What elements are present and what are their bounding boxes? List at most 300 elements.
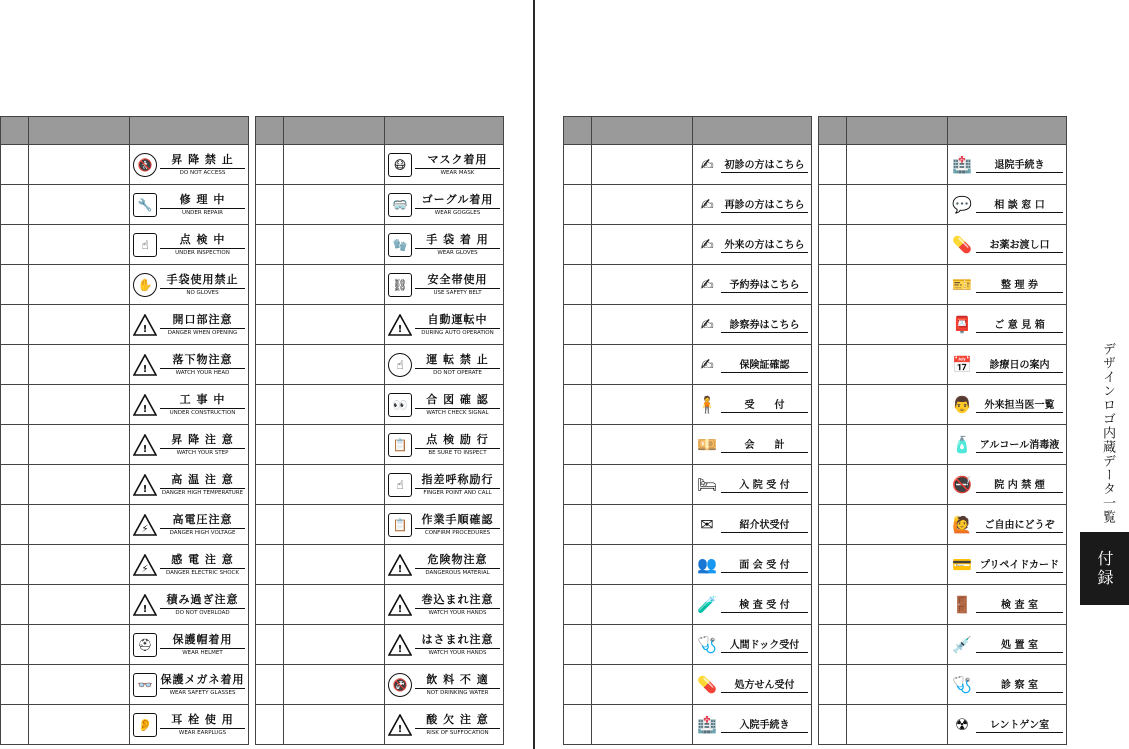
sign-en-label: DO NOT ACCESS <box>179 169 226 176</box>
table-row <box>1 425 249 465</box>
sign-jp-label: 手 袋 着 用 <box>426 232 489 246</box>
safety-sign <box>385 625 503 664</box>
table-row <box>1 625 249 665</box>
wrench-icon: 🔧 <box>133 193 157 217</box>
hospital-sign <box>693 465 811 504</box>
row-name-cell <box>284 145 385 185</box>
hospital-sign <box>948 545 1066 584</box>
row-no-cell <box>564 625 592 665</box>
sign-jp-label: 診 察 室 <box>976 676 1063 693</box>
sign-text <box>721 196 808 213</box>
sign-text <box>415 593 500 617</box>
row-no-cell <box>819 385 847 425</box>
table-row <box>1 385 249 425</box>
sign-cell <box>693 425 812 465</box>
svg-text:!: ! <box>142 403 148 415</box>
safety-sign <box>385 265 503 304</box>
sign-cell <box>948 505 1067 545</box>
row-name-cell <box>29 505 130 545</box>
row-no-cell <box>819 505 847 545</box>
table-row <box>256 345 504 385</box>
warning-step-icon <box>133 433 157 457</box>
row-name-cell <box>592 305 693 345</box>
table-row <box>1 185 249 225</box>
row-name-cell <box>29 265 130 305</box>
helmet-icon: ⛑ <box>133 633 157 657</box>
sign-en-label: DO NOT OVERLOAD <box>175 609 230 616</box>
row-no-cell <box>1 145 29 185</box>
row-name-cell <box>847 585 948 625</box>
sign-cell <box>693 505 812 545</box>
table-row <box>564 305 812 345</box>
table-row <box>256 425 504 465</box>
signal-icon: 👀 <box>388 393 412 417</box>
table-row <box>1 545 249 585</box>
safety-sign <box>130 505 248 544</box>
sign-cell <box>130 545 249 585</box>
sign-text <box>160 273 245 297</box>
sign-cell <box>130 225 249 265</box>
row-name-cell <box>847 425 948 465</box>
sign-text <box>976 476 1063 493</box>
row-no-cell <box>819 425 847 465</box>
row-no-cell <box>256 265 284 305</box>
sign-text <box>721 596 808 613</box>
sign-jp-label: 点 検 励 行 <box>426 432 489 446</box>
sign-text <box>721 276 808 293</box>
row-name-cell <box>284 505 385 545</box>
hospital-sign <box>948 305 1066 344</box>
table-row <box>819 385 1067 425</box>
sign-text <box>160 473 245 497</box>
table-row <box>1 705 249 745</box>
table-row <box>256 705 504 745</box>
hospital-sign <box>693 225 811 264</box>
table-row <box>819 705 1067 745</box>
safety-sign <box>130 705 248 744</box>
row-name-cell <box>284 465 385 505</box>
sign-jp-label: 高 温 注 意 <box>171 472 234 486</box>
table-row <box>256 625 504 665</box>
safety-sign <box>130 425 248 464</box>
sign-jp-label: 相 談 窓 口 <box>976 196 1063 213</box>
safety-sign <box>385 425 503 464</box>
sign-jp-label: 昇 降 注 意 <box>171 432 234 446</box>
header-no-cell <box>256 117 284 145</box>
sign-cell <box>130 345 249 385</box>
sign-jp-label: 積み過ぎ注意 <box>166 592 239 606</box>
sign-jp-label: 保護メガネ着用 <box>160 672 245 686</box>
table-row <box>256 465 504 505</box>
row-name-cell <box>847 385 948 425</box>
sign-text <box>976 596 1063 613</box>
row-name-cell <box>29 425 130 465</box>
svg-text:!: ! <box>142 483 148 495</box>
sign-jp-label: アルコール消毒液 <box>976 436 1063 453</box>
row-name-cell <box>592 225 693 265</box>
discharge-icon: 🏥 <box>952 154 972 174</box>
row-name-cell <box>592 265 693 305</box>
table-row <box>1 465 249 505</box>
row-no-cell <box>1 305 29 345</box>
sign-jp-label: 酸 欠 注 意 <box>426 712 489 726</box>
sign-jp-label: 感 電 注 意 <box>171 552 234 566</box>
row-name-cell <box>592 625 693 665</box>
warning-high-voltage-icon <box>133 513 157 537</box>
sign-cell <box>385 625 504 665</box>
row-name-cell <box>284 585 385 625</box>
row-no-cell <box>256 665 284 705</box>
row-name-cell <box>592 585 693 625</box>
hospital-sign <box>948 185 1066 224</box>
row-name-cell <box>592 505 693 545</box>
sign-en-label: UNDER REPAIR <box>182 209 223 216</box>
sign-text <box>721 316 808 333</box>
hand-card-icon: ✍ <box>696 274 718 296</box>
sign-text <box>976 356 1063 373</box>
sign-text <box>976 196 1063 213</box>
row-name-cell <box>847 345 948 385</box>
sign-text <box>976 396 1063 413</box>
sign-cell <box>130 465 249 505</box>
sign-cell <box>948 585 1067 625</box>
sign-text <box>415 553 500 577</box>
sign-text <box>415 153 500 177</box>
hospital-sign <box>948 225 1066 264</box>
sign-text <box>976 636 1063 653</box>
stethoscope-icon: 🩺 <box>952 674 972 694</box>
row-name-cell <box>284 665 385 705</box>
sign-en-label: UNDER INSPECTION <box>175 249 230 256</box>
warning-pinch-icon <box>388 633 412 657</box>
safety-sign <box>130 265 248 304</box>
row-name-cell <box>29 545 130 585</box>
sign-cell <box>693 345 812 385</box>
safety-sign <box>130 545 248 584</box>
hospital-sign <box>948 665 1066 704</box>
sign-en-label: DO NOT OPERATE <box>433 369 482 376</box>
sign-cell <box>385 145 504 185</box>
table-row <box>1 265 249 305</box>
warning-entangle-icon <box>388 593 412 617</box>
hospital-sign <box>693 145 811 184</box>
row-no-cell <box>256 385 284 425</box>
sign-jp-label: 危険物注意 <box>427 552 488 566</box>
table-row <box>564 665 812 705</box>
safety-sign <box>385 345 503 384</box>
sign-cell <box>693 305 812 345</box>
sign-text <box>160 553 245 577</box>
hospital-sign <box>948 585 1066 624</box>
sign-en-label: DANGER HIGH TEMPERATURE <box>161 489 244 496</box>
svg-text:!: ! <box>397 603 403 615</box>
sign-text <box>976 716 1063 733</box>
no-smoking-icon: 🚭 <box>952 474 972 494</box>
sign-jp-label: 保護帽着用 <box>172 632 233 646</box>
table-header-row <box>1 117 249 145</box>
sign-text <box>415 233 500 257</box>
sign-cell <box>385 465 504 505</box>
hand-card-icon: ✍ <box>696 314 718 336</box>
sign-en-label: CONFIRM PROCEDURES <box>424 529 491 536</box>
row-no-cell <box>1 425 29 465</box>
sign-text <box>160 393 245 417</box>
row-name-cell <box>284 265 385 305</box>
sign-text <box>721 436 808 453</box>
sign-jp-label: 手袋使用禁止 <box>166 272 239 286</box>
row-no-cell <box>564 465 592 505</box>
hospital-sign <box>693 305 811 344</box>
row-no-cell <box>1 545 29 585</box>
sign-text <box>415 633 500 657</box>
sign-jp-label: 保険証確認 <box>721 356 808 373</box>
sign-jp-label: 工 事 中 <box>179 392 226 406</box>
table-row <box>1 345 249 385</box>
sign-en-label: DANGER HIGH VOLTAGE <box>169 529 236 536</box>
side-label: デザインロゴ内蔵データ一覧 <box>1100 342 1115 524</box>
hand-card-icon: ✍ <box>696 154 718 176</box>
row-name-cell <box>592 185 693 225</box>
row-no-cell <box>256 625 284 665</box>
sign-text <box>415 513 500 537</box>
sign-text <box>160 513 245 537</box>
sign-text <box>415 673 500 697</box>
sign-jp-label: 巻込まれ注意 <box>421 592 494 606</box>
row-name-cell <box>847 225 948 265</box>
sign-cell <box>693 145 812 185</box>
sign-text <box>721 676 808 693</box>
table-row <box>819 185 1067 225</box>
table-row <box>819 305 1067 345</box>
sign-jp-label: 整 理 券 <box>976 276 1063 293</box>
sign-cell <box>948 625 1067 665</box>
sign-jp-label: 退院手続き <box>976 156 1063 173</box>
row-name-cell <box>29 385 130 425</box>
sign-jp-label: 外来の方はこちら <box>721 236 808 253</box>
sign-cell <box>385 305 504 345</box>
appendix-tab[interactable]: 付録 <box>1080 532 1129 605</box>
table-row <box>1 225 249 265</box>
header-name-cell <box>847 117 948 145</box>
row-name-cell <box>847 145 948 185</box>
row-no-cell <box>256 545 284 585</box>
row-no-cell <box>1 705 29 745</box>
safety-sign <box>130 305 248 344</box>
row-no-cell <box>819 665 847 705</box>
sign-jp-label: 診療日の案内 <box>976 356 1063 373</box>
table-row <box>564 705 812 745</box>
row-no-cell <box>256 145 284 185</box>
row-no-cell <box>256 225 284 265</box>
row-no-cell <box>819 305 847 345</box>
hospital-sign <box>948 385 1066 424</box>
hospital-sign <box>948 145 1066 184</box>
table-row <box>564 625 812 665</box>
hospital-sign <box>948 505 1066 544</box>
warning-exclamation-icon <box>133 393 157 417</box>
hospital-sign <box>693 545 811 584</box>
row-name-cell <box>284 345 385 385</box>
sign-text <box>721 716 808 733</box>
safety-sign <box>385 505 503 544</box>
row-no-cell <box>819 585 847 625</box>
sign-cell <box>130 265 249 305</box>
table-row <box>819 665 1067 705</box>
table-row <box>564 425 812 465</box>
sign-text <box>721 516 808 533</box>
sign-jp-label: 診察券はこちら <box>721 316 808 333</box>
safety-sign <box>130 385 248 424</box>
sign-text <box>160 313 245 337</box>
hospital-sign <box>693 585 811 624</box>
meeting-icon: 👥 <box>697 554 717 574</box>
table-row <box>819 545 1067 585</box>
safety-sign <box>385 145 503 184</box>
bed-icon: 🛏 <box>696 474 718 494</box>
safety-sign <box>130 665 248 704</box>
table-header-row <box>564 117 812 145</box>
table-row <box>564 185 812 225</box>
sign-en-label: WEAR GLOVES <box>437 249 478 256</box>
table-row <box>564 465 812 505</box>
table-row <box>819 585 1067 625</box>
hospital-sign <box>693 665 811 704</box>
sign-text <box>721 356 808 373</box>
hospital-sign <box>693 185 811 224</box>
sign-cell <box>948 425 1067 465</box>
table-row <box>819 345 1067 385</box>
sign-cell <box>385 585 504 625</box>
sign-en-label: DURING AUTO OPERATION <box>421 329 494 336</box>
no-entry-icon: 🚷 <box>133 153 157 177</box>
sign-en-label: WEAR MASK <box>440 169 475 176</box>
row-no-cell <box>564 425 592 465</box>
safety-sign <box>385 665 503 704</box>
sign-table-right-1 <box>563 116 812 745</box>
header-sign-cell <box>948 117 1067 145</box>
row-no-cell <box>256 185 284 225</box>
sign-jp-label: 飲 料 不 適 <box>426 672 489 686</box>
sign-cell <box>693 705 812 745</box>
sign-text <box>976 316 1063 333</box>
point-call-icon: ☝ <box>388 473 412 497</box>
svg-text:!: ! <box>397 643 403 655</box>
sign-en-label: DANGER WHEN OPENING <box>167 329 238 336</box>
sign-en-label: UNDER CONSTRUCTION <box>169 409 236 416</box>
sign-text <box>415 393 500 417</box>
sign-text <box>160 593 245 617</box>
warning-opening-icon <box>133 313 157 337</box>
svg-text:!: ! <box>397 563 403 575</box>
safety-sign <box>130 585 248 624</box>
hand-card-icon: ✍ <box>696 234 718 256</box>
sign-cell <box>385 505 504 545</box>
sign-jp-label: 処 置 室 <box>976 636 1063 653</box>
row-no-cell <box>819 185 847 225</box>
row-no-cell <box>1 665 29 705</box>
row-no-cell <box>1 265 29 305</box>
row-no-cell <box>819 545 847 585</box>
table-row <box>564 505 812 545</box>
sign-en-label: DANGEROUS MATERIAL <box>425 569 490 576</box>
row-no-cell <box>1 185 29 225</box>
row-name-cell <box>29 705 130 745</box>
row-no-cell <box>1 385 29 425</box>
sign-jp-label: 入院手続き <box>721 716 808 733</box>
free-take-icon: 🙋 <box>952 514 972 534</box>
svg-text:⚡: ⚡ <box>141 523 149 535</box>
hospital-sign <box>693 345 811 384</box>
table-row <box>1 665 249 705</box>
sign-jp-label: ゴーグル着用 <box>421 192 494 206</box>
sign-table-right-2 <box>818 116 1067 745</box>
hospital-sign <box>693 385 811 424</box>
sign-en-label: USE SAFETY BELT <box>433 289 482 296</box>
sign-en-label: WEAR EARPLUGS <box>178 729 227 736</box>
sign-text <box>160 633 245 657</box>
hospital-sign <box>948 265 1066 304</box>
row-name-cell <box>847 665 948 705</box>
sign-cell <box>693 625 812 665</box>
prepaid-card-icon: 💳 <box>952 554 972 574</box>
glove-icon: 🧤 <box>388 233 412 257</box>
sign-cell <box>948 265 1067 305</box>
svg-text:!: ! <box>397 323 403 335</box>
sign-cell <box>385 425 504 465</box>
sign-en-label: BE SURE TO INSPECT <box>428 449 487 456</box>
table-row <box>564 265 812 305</box>
safety-sign <box>385 465 503 504</box>
table-row <box>564 225 812 265</box>
row-name-cell <box>847 465 948 505</box>
row-name-cell <box>29 465 130 505</box>
sign-cell <box>693 185 812 225</box>
sign-cell <box>948 345 1067 385</box>
svg-text:!: ! <box>142 323 148 335</box>
table-row <box>256 505 504 545</box>
row-no-cell <box>819 625 847 665</box>
row-no-cell <box>256 505 284 545</box>
sign-cell <box>130 625 249 665</box>
hospital-sign <box>948 625 1066 664</box>
sign-en-label: WATCH YOUR HANDS <box>428 609 487 616</box>
sign-en-label: NO GLOVES <box>186 289 219 296</box>
row-no-cell <box>256 305 284 345</box>
sign-jp-label: 予約券はこちら <box>721 276 808 293</box>
sign-cell <box>693 465 812 505</box>
sign-cell <box>385 185 504 225</box>
sign-text <box>160 673 245 697</box>
warning-electric-shock-icon <box>133 553 157 577</box>
sign-cell <box>385 665 504 705</box>
row-name-cell <box>847 305 948 345</box>
checkup-icon: 🩺 <box>697 634 717 654</box>
sign-cell <box>948 465 1067 505</box>
row-no-cell <box>256 345 284 385</box>
sign-text <box>415 473 500 497</box>
header-sign-cell <box>693 117 812 145</box>
row-name-cell <box>592 665 693 705</box>
no-drinking-icon: 🚱 <box>388 673 412 697</box>
sign-jp-label: マスク着用 <box>427 152 488 166</box>
row-name-cell <box>847 705 948 745</box>
table-row <box>564 345 812 385</box>
safety-sign <box>385 545 503 584</box>
safety-belt-icon: ⛓ <box>388 273 412 297</box>
sign-cell <box>130 425 249 465</box>
sign-text <box>160 233 245 257</box>
row-name-cell <box>847 265 948 305</box>
